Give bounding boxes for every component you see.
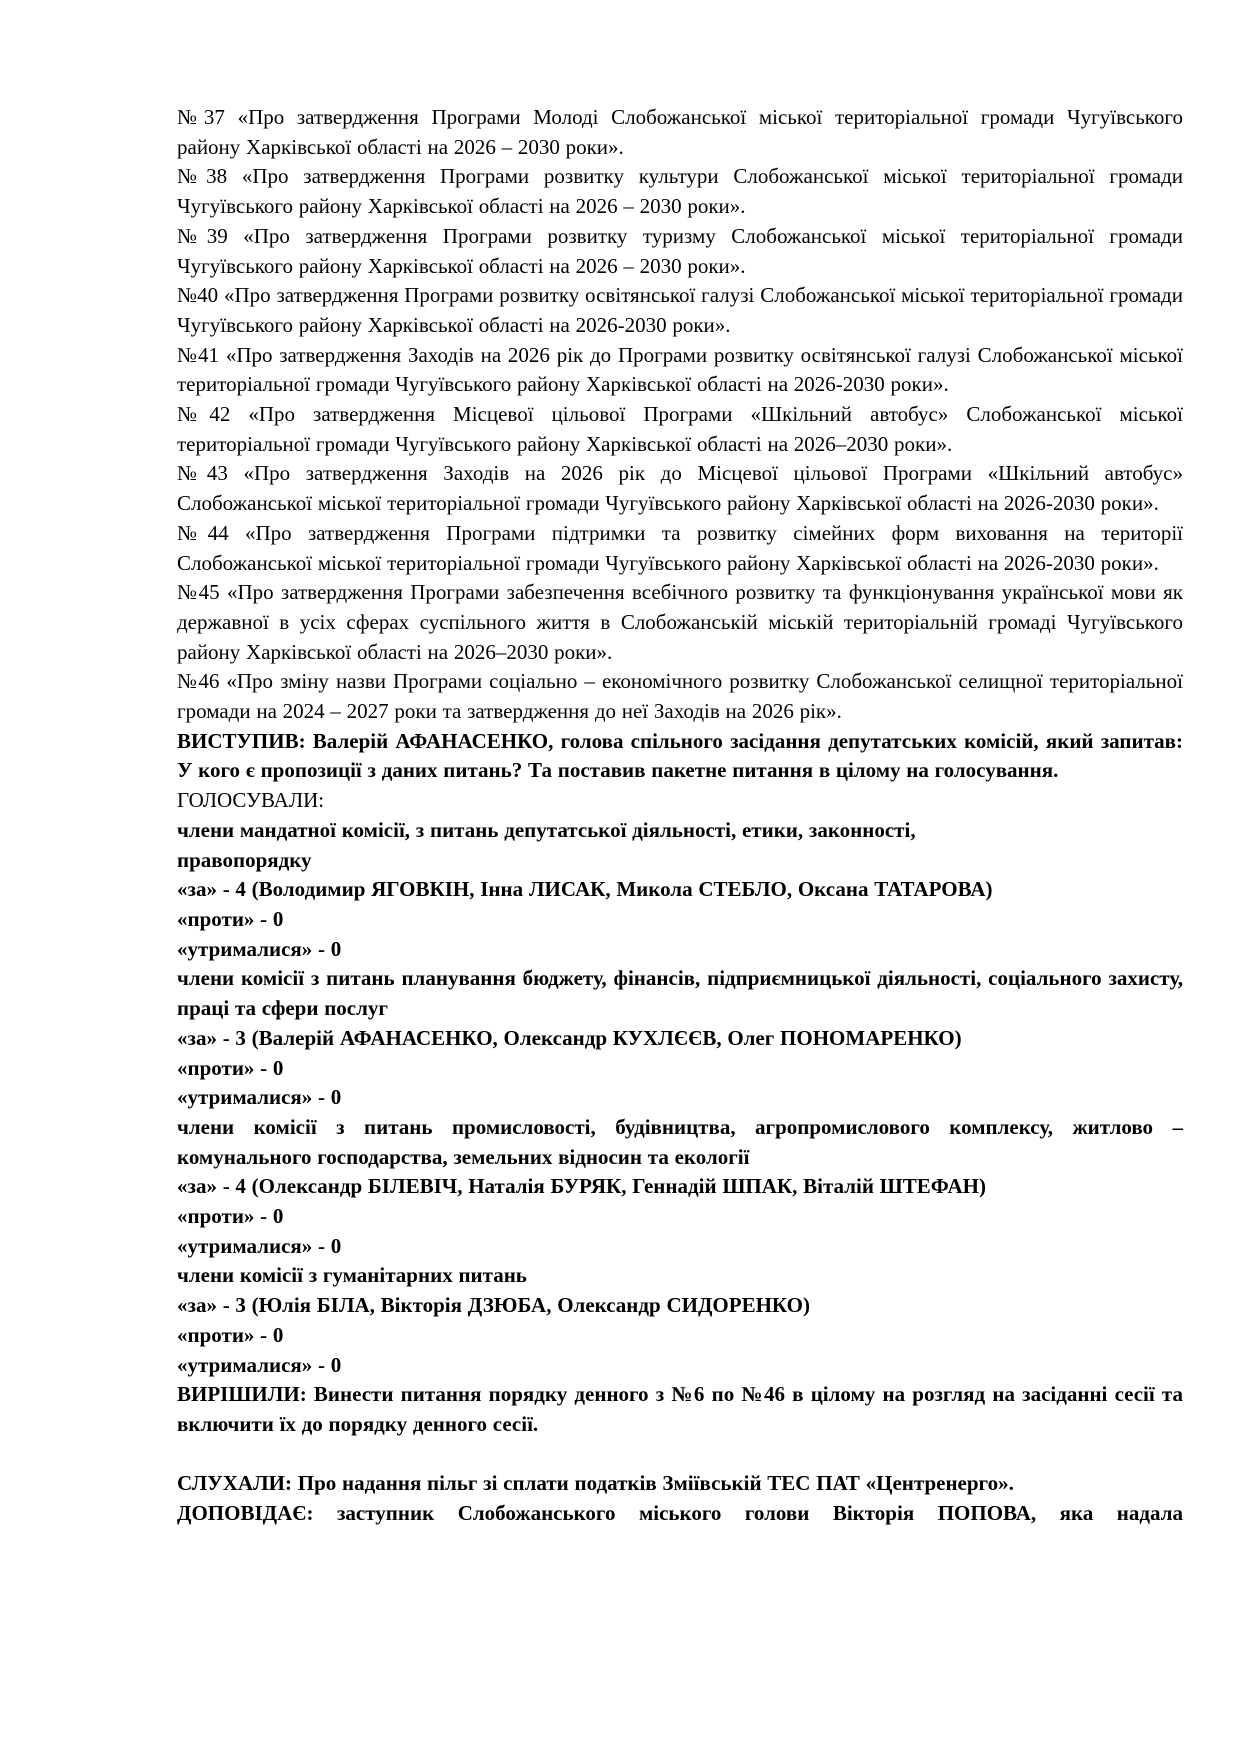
vote-proty-line: «проти» - 0	[177, 1204, 284, 1229]
vote-utrymalysia-line: «утрималися» - 0	[177, 1352, 342, 1377]
agenda-item-39: №39 «Про затвердження Програми розвитку туризму Слобожанської міської територіальної громади Чугуївського району Харківської області на 2026 – 2030 роки».	[177, 223, 1183, 278]
vote-za-line: «за» - 3 (Валерій АФАНАСЕНКО, Олександр КУХЛЄЄВ, Олег ПОНОМАРЕНКО)	[177, 1025, 962, 1050]
commission-name: члени комісії з питань планування бюджету, фінансів, підприємницької діяльності, соціального захисту, праці та сфери послуг	[177, 966, 1183, 1021]
commission-name: члени мандатної комісії, з питань депутатської діяльності, етики, законності,	[177, 817, 916, 842]
slukhaly-paragraph: СЛУХАЛИ: Про надання пільг зі сплати податків Зміївській ТЕС ПАТ «Центренерго».	[177, 1471, 1014, 1496]
agenda-item-40: №40 «Про затвердження Програми розвитку освітянської галузі Слобожанської міської територіальної громади Чугуївського району Харківської області на 2026-2030 роки».	[177, 283, 1183, 337]
vote-za-line: «за» - 3 (Юлія БІЛА, Вікторія ДЗЮБА, Олександр СИДОРЕНКО)	[177, 1293, 810, 1318]
agenda-item-45: №45 «Про затвердження Програми забезпечення всебічного розвитку та функціонування української мови як державної в усіх сферах суспільного життя в Слобожанській міській територіальній громаді Чугуївського району Харківської області на 2026–2030 роки».	[177, 580, 1183, 664]
golosuvaly-heading: ГОЛОСУВАЛИ:	[177, 788, 325, 813]
blank-line	[177, 1440, 1183, 1470]
agenda-item-42: №42 «Про затвердження Місцевої цільової Програми «Шкільний автобус» Слобожанської міської територіальної громади Чугуївського району Харківської області на 2026–2030 роки».	[177, 402, 1183, 456]
vote-utrymalysia-line: «утрималися» - 0	[177, 1085, 342, 1110]
agenda-item-37: №37 «Про затвердження Програми Молоді Слобожанської міської територіальної громади Чугуївського району Харківської області на 2026 – 2030 роки».	[177, 105, 1183, 159]
vyrishyly-paragraph: ВИРІШИЛИ: Винести питання порядку денного з №6 по №46 в цілому на розгляд на засіданні сесії та включити їх до порядку денного сесії.	[177, 1382, 1183, 1436]
commission-name-continued: правопорядку	[177, 847, 312, 872]
agenda-item-38: №38 «Про затвердження Програми розвитку культури Слобожанської міської територіальної громади Чугуївського району Харківської області на 2026 – 2030 роки».	[177, 164, 1183, 219]
commission-name: члени комісії з питань промисловості, будівництва, агропромислового комплексу, житлово – комунального господарства, земельних відносин та екології	[177, 1114, 1183, 1169]
agenda-item-43: №43 «Про затвердження Заходів на 2026 рік до Місцевої цільової Програми «Шкільний автобус» Слобожанської міської територіальної громади Чугуївського району Харківської області на 2026-2030 роки».	[177, 461, 1183, 516]
vote-utrymalysia-line: «утрималися» - 0	[177, 936, 342, 961]
vote-proty-line: «проти» - 0	[177, 1055, 284, 1080]
vote-za-line: «за» - 4 (Володимир ЯГОВКІН, Інна ЛИСАК, Микола СТЕБЛО, Оксана ТАТАРОВА)	[177, 877, 993, 902]
agenda-item-46: №46 «Про зміну назви Програми соціально – економічного розвитку Слобожанської селищної територіальної громади на 2024 – 2027 роки та затвердження до неї Заходів на 2026 рік».	[177, 669, 1183, 724]
vystupyv-paragraph: ВИСТУПИВ: Валерій АФАНАСЕНКО, голова спільного засідання депутатських комісій, який запитав: У кого є пропозиції з даних питань? Та поставив пакетне питання в цілому на голосування.	[177, 728, 1183, 783]
vote-za-line: «за» - 4 (Олександр БІЛЕВІЧ, Наталія БУРЯК, Геннадій ШПАК, Віталій ШТЕФАН)	[177, 1174, 986, 1199]
dopovidaie-paragraph: ДОПОВІДАЄ: заступник Слобожанського міського голови Вікторія ПОПОВА, яка надала	[177, 1501, 1183, 1526]
vote-proty-line: «проти» - 0	[177, 1322, 284, 1347]
vote-proty-line: «проти» - 0	[177, 906, 284, 931]
agenda-item-44: №44 «Про затвердження Програми підтримки та розвитку сімейних форм виховання на території Слобожанської міської територіальної громади Чугуївського району Харківської області на 2026-2030 роки».	[177, 520, 1183, 575]
commission-name: члени комісії з гуманітарних питань	[177, 1263, 527, 1288]
vote-utrymalysia-line: «утрималися» - 0	[177, 1233, 342, 1258]
agenda-item-41: №41 «Про затвердження Заходів на 2026 рік до Програми розвитку освітянської галузі Слобожанської міської територіальної громади Чугуївського району Харківської області на 2026-2030 роки».	[177, 342, 1183, 397]
